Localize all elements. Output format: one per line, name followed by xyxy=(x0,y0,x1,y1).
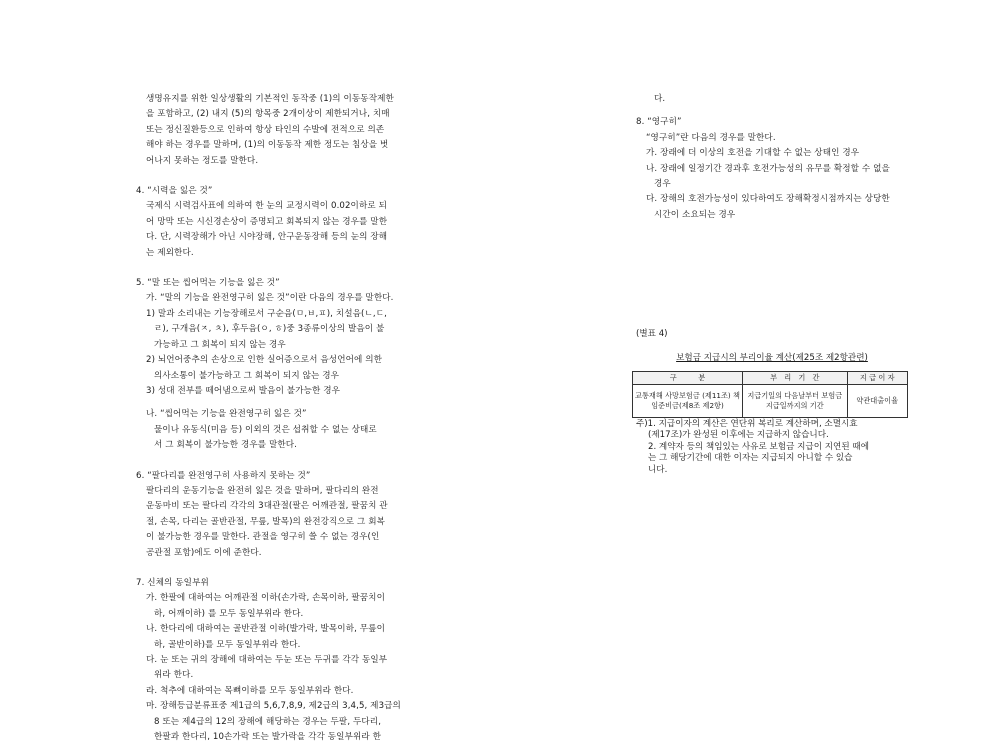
text-line: 절, 손목, 다리는 골반관절, 무릎, 발목)의 완전강직으로 그 회복 xyxy=(146,516,386,527)
note-line: 주)1. 지급이자의 계산은 연단위 복리로 계산하며, 소멸시효 xyxy=(636,419,858,429)
cell-category: 교통재해 사망보험금 (제11조) 책임준비금(제8조 제2항) xyxy=(633,385,743,418)
text-line: 다. xyxy=(654,94,666,104)
appendix-label: (별표 4) xyxy=(636,329,668,339)
table-title: 보험금 지급시의 부리이율 계산(제25조 제2항관련) xyxy=(676,353,868,363)
text-line: 해야 하는 경우를 말하며, (1)의 이동동작 제한 정도는 침상을 벗 xyxy=(146,140,389,151)
note-line: 는 그 해당기간에 대한 이자는 지급되지 아니할 수 있습 xyxy=(648,453,853,464)
note-line: 2. 계약자 등의 책임있는 사유로 보험금 지급이 지연된 때에 xyxy=(648,441,869,452)
text-line: 나. “씹어먹는 기능을 완전영구히 잃은 것” xyxy=(146,409,307,420)
text-line: 공관절 포함)에도 이에 준한다. xyxy=(146,547,262,558)
text-line xyxy=(136,169,414,184)
text-line: 시간이 소요되는 경우 xyxy=(654,209,736,220)
text-line xyxy=(136,561,414,576)
text-line: 가능하고 그 회복이 되지 않는 경우 xyxy=(154,339,286,350)
text-line: 운동마비 또는 팔다리 각각의 3대관절(팔은 어깨관절, 팔꿈치 관 xyxy=(146,501,388,512)
text-line: 팔다리의 운동기능을 완전히 잃은 것을 말하며, 팔다리의 완전 xyxy=(146,485,379,496)
text-line: 8. “영구히” xyxy=(636,117,682,128)
text-line: 어나지 못하는 정도를 말한다. xyxy=(146,155,259,166)
text-line: 위라 한다. xyxy=(154,670,194,681)
text-line: 국제식 시력검사표에 의하여 한 눈의 교정시력이 0.02이하로 되 xyxy=(146,201,387,212)
text-line: 의사소통이 불가능하고 그 회복이 되지 않는 경우 xyxy=(154,370,340,381)
text-line: 경우 xyxy=(654,179,671,190)
header-category: 구 분 xyxy=(633,372,743,385)
note-line: 니다. xyxy=(648,464,668,475)
text-line: 7. 신체의 동일부위 xyxy=(136,577,209,588)
text-line: 하, 골반이하)를 모두 동일부위라 한다. xyxy=(154,639,301,650)
text-line: 라. 척추에 대하여는 목뼈이하를 모두 동일부위라 한다. xyxy=(146,685,354,696)
left-column xyxy=(136,92,414,745)
text-line: 3) 성대 전부를 떼어냄으로써 발음이 불가능한 경우 xyxy=(146,385,341,396)
text-line: 8 또는 제4급의 12의 장해에 해당하는 경우는 두팔, 두다리, xyxy=(154,716,382,727)
interest-rate-table xyxy=(632,371,908,418)
text-line: 다. 장해의 호전가능성이 있다하여도 장해확정시점까지는 상당한 xyxy=(646,194,890,205)
text-line: 나. 장래에 일정기간 경과후 호전가능성의 유무를 확정할 수 없을 xyxy=(646,163,890,174)
text-line: 6. “팔다리를 완전영구히 사용하지 못하는 것” xyxy=(136,470,311,481)
note-line: (제17조)가 완성된 이후에는 지급하지 않습니다. xyxy=(648,430,829,441)
table-notes xyxy=(636,419,908,476)
text-line: 마. 장해등급분류표중 제1급의 5,6,7,8,9, 제2급의 3,4,5, 제3급의 xyxy=(146,701,401,712)
table-row xyxy=(633,385,908,418)
text-line: 또는 정신질환등으로 인하여 항상 타인의 수발에 전적으로 의존 xyxy=(146,124,385,135)
text-line: 2) 뇌언어중추의 손상으로 인한 실어증으로서 음성언어에 의한 xyxy=(146,355,383,366)
text-line: 생명유지를 위한 일상생활의 기본적인 동작중 (1)의 이동동작제한 xyxy=(146,94,394,104)
text-line xyxy=(136,399,414,407)
text-line xyxy=(636,107,908,115)
header-period: 부 리 기 간 xyxy=(743,372,848,385)
text-line: “영구히”란 다음의 경우를 말한다. xyxy=(646,132,776,143)
text-line: 가. “말의 기능을 완전영구히 잃은 것”이란 다음의 경우를 말한다. xyxy=(146,293,394,304)
text-line xyxy=(136,454,414,469)
cell-period: 지급기일의 다음날부터 보험금 지급일까지의 기간 xyxy=(743,385,848,418)
text-line: 한팔과 한다리, 10손가락 또는 발가락을 각각 동일부위라 한 xyxy=(154,732,382,743)
text-line: 4. “시력을 잃은 것” xyxy=(136,186,213,197)
text-line: 5. “말 또는 씹어먹는 기능을 잃은 것” xyxy=(136,278,280,289)
text-line: 물이나 유동식(미음 등) 이외의 것은 섭취할 수 없는 상태로 xyxy=(154,424,377,435)
text-line: 는 제외한다. xyxy=(146,247,194,258)
text-line: 1) 말과 소리내는 기능장해로서 구순음(ㅁ,ㅂ,ㅍ), 치설음(ㄴ,ㄷ, xyxy=(146,308,387,319)
text-line: 을 포함하고, (2) 내지 (5)의 항목중 2개이상이 제한되거나, 치매 xyxy=(146,109,390,120)
text-line: 가. 한팔에 대하여는 어깨관절 이하(손가락, 손목이하, 팔꿈치이 xyxy=(146,593,385,604)
table-header-row xyxy=(633,372,908,385)
text-line: 나. 한다리에 대하여는 골반관절 이하(발가락, 발목이하, 무릎이 xyxy=(146,624,385,635)
text-line: 가. 장래에 더 이상의 호전을 기대할 수 없는 상태인 경우 xyxy=(646,148,860,159)
text-line: 어 망막 또는 시신경손상이 증명되고 회복되지 않는 경우를 말한 xyxy=(146,216,388,227)
text-line: ㄹ), 구개음(ㅈ, ㅊ), 후두음(ㅇ, ㅎ)중 3종류이상의 발음이 불 xyxy=(154,324,385,335)
text-line xyxy=(136,261,414,276)
text-line: 하, 어깨이하) 를 모두 동일부위라 한다. xyxy=(154,608,304,619)
text-line: 다. 단, 시력장해가 아닌 시야장해, 안구운동장해 등의 눈의 장해 xyxy=(146,232,388,243)
text-line: 서 그 회복이 불가능한 경우를 말한다. xyxy=(154,440,298,451)
right-column xyxy=(636,92,908,223)
text-line: 다. 눈 또는 귀의 장해에 대하여는 두눈 또는 두귀를 각각 동일부 xyxy=(146,655,388,665)
cell-interest: 약관대출이율 xyxy=(847,385,908,418)
header-interest: 지 급 이 자 xyxy=(847,372,908,385)
text-line: 이 불가능한 경우를 말한다. 관절을 영구히 쓸 수 없는 경우(인 xyxy=(146,532,380,543)
